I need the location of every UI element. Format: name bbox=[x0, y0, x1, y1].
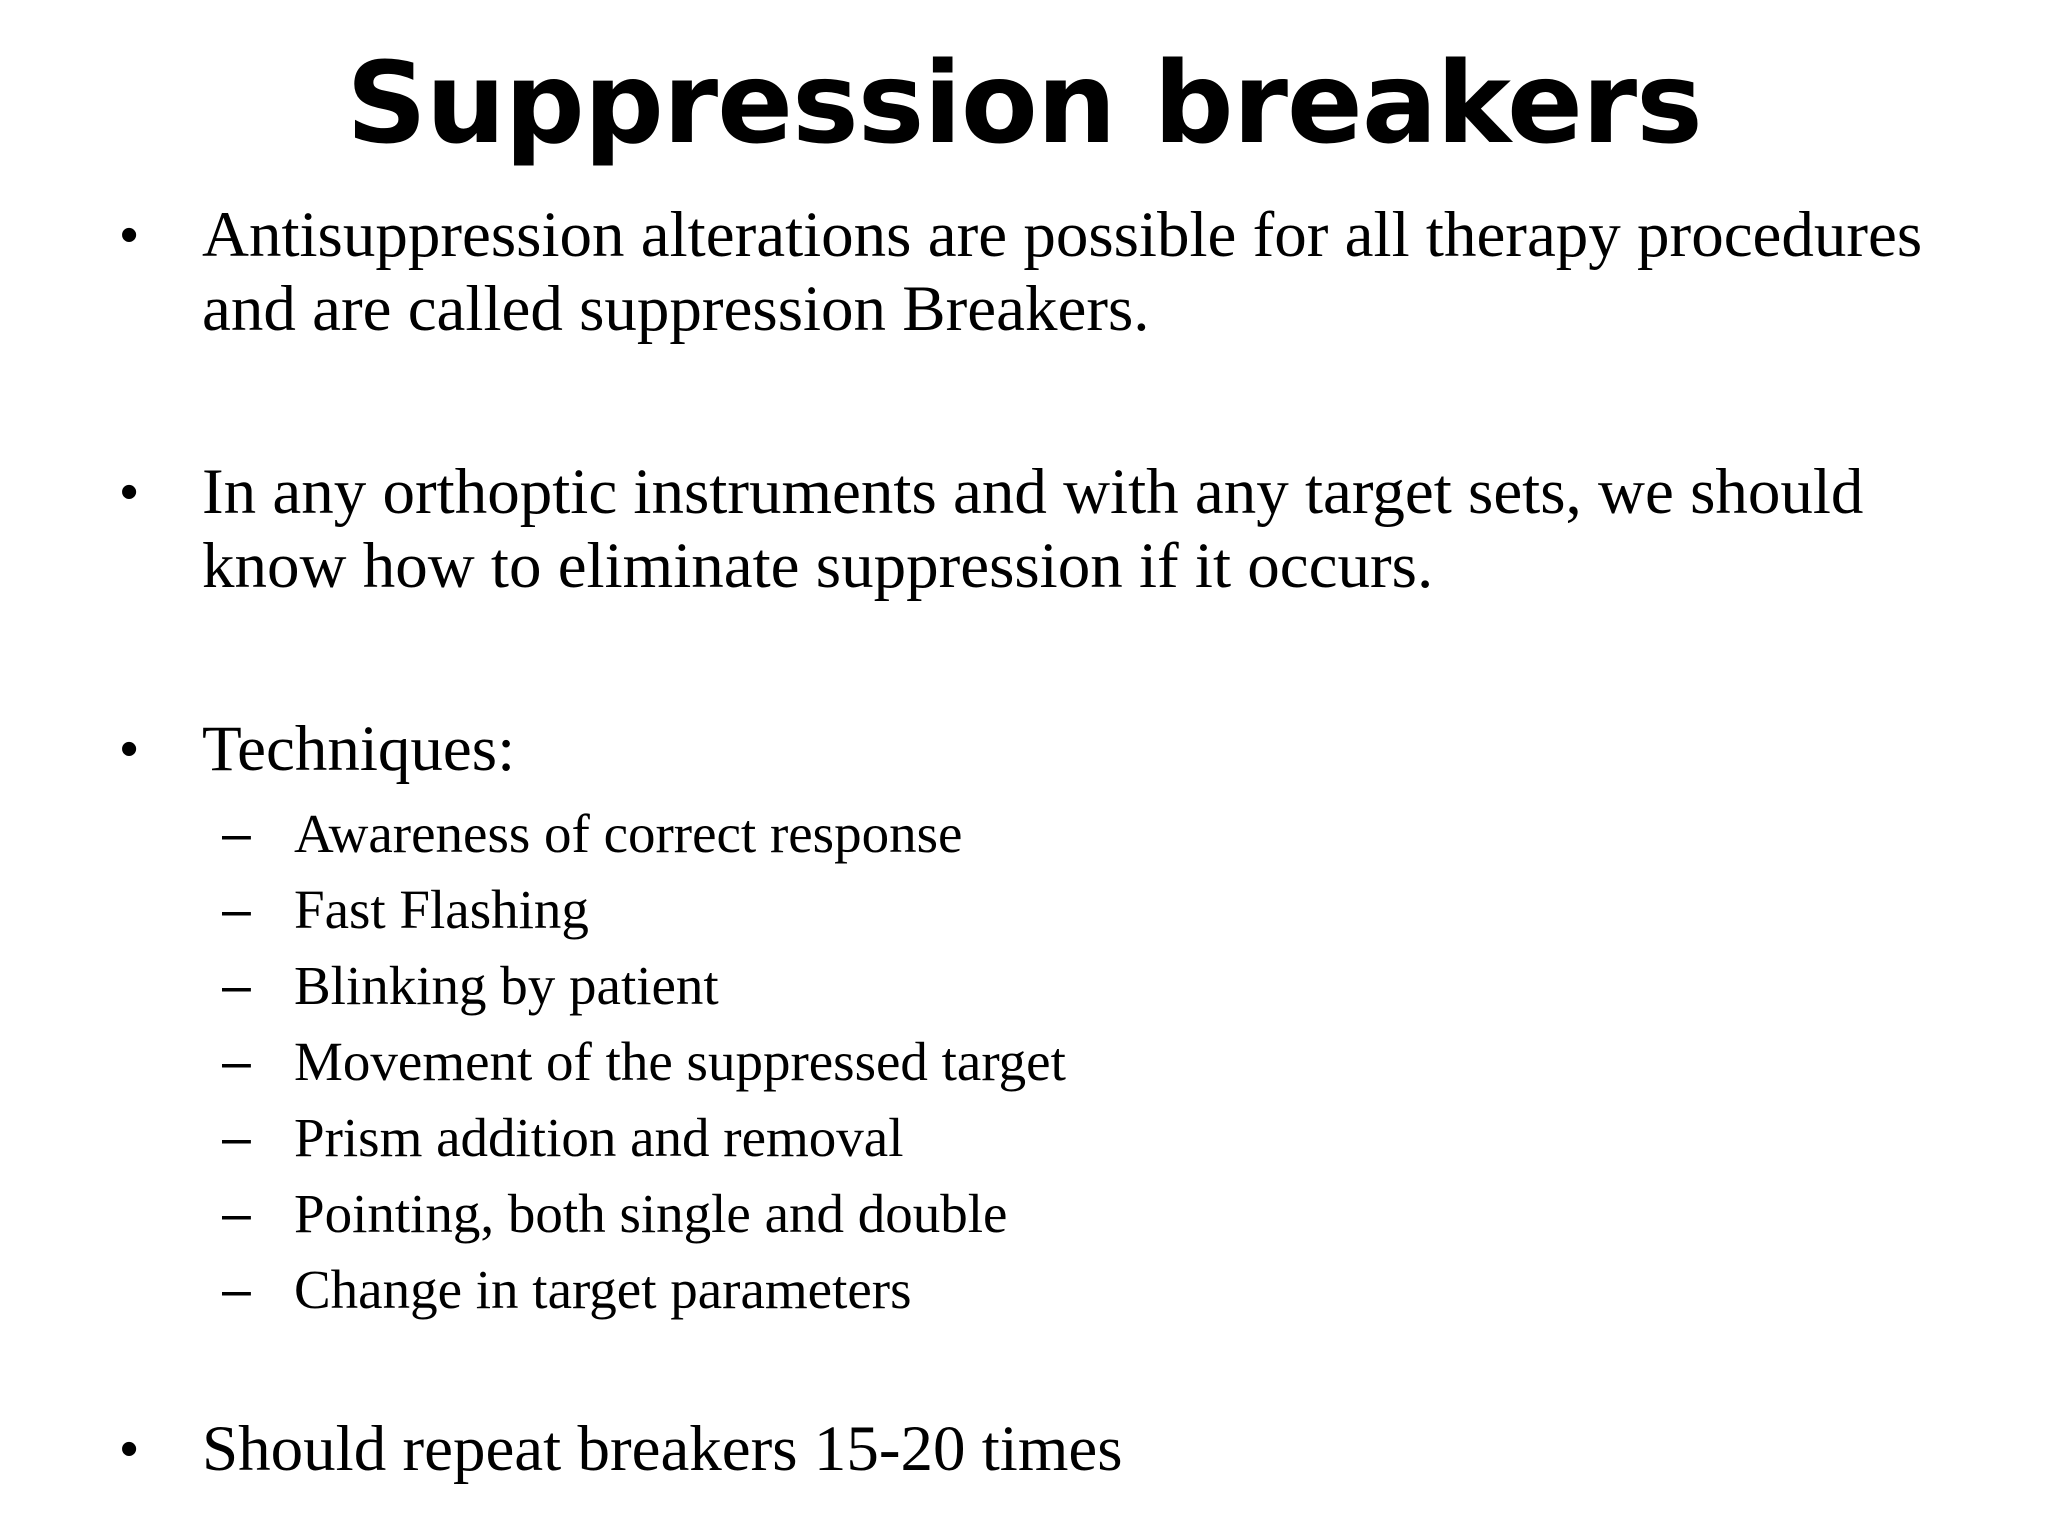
bullet-text: Techniques: bbox=[202, 713, 516, 785]
technique-item bbox=[222, 1252, 1922, 1328]
dash-marker: – bbox=[222, 881, 251, 939]
bullet-text: Antisuppression alterations are possible for all therapy procedures and are called suppression Breakers. bbox=[202, 199, 1923, 345]
technique-text: Pointing, both single and double bbox=[294, 1183, 1008, 1244]
technique-item bbox=[222, 872, 1922, 948]
bullet-item bbox=[120, 455, 2000, 603]
technique-item bbox=[222, 1024, 1922, 1100]
dash-marker: – bbox=[222, 1033, 251, 1091]
technique-item bbox=[222, 1100, 1922, 1176]
technique-text: Awareness of correct response bbox=[294, 803, 963, 864]
dash-marker: – bbox=[222, 1185, 251, 1243]
bullet-item bbox=[120, 198, 2000, 346]
technique-item bbox=[222, 1176, 1922, 1252]
bullet-marker: • bbox=[120, 720, 139, 778]
bullet-item bbox=[120, 712, 2000, 786]
bullet-marker: • bbox=[120, 1420, 139, 1478]
dash-marker: – bbox=[222, 805, 251, 863]
bullet-text: Should repeat breakers 15-20 times bbox=[202, 1413, 1123, 1485]
technique-text: Blinking by patient bbox=[294, 955, 719, 1016]
slide-title: Suppression breakers bbox=[346, 39, 1702, 169]
bullet-marker: • bbox=[120, 206, 139, 264]
technique-item bbox=[222, 796, 1922, 872]
techniques-list bbox=[222, 796, 1922, 1328]
bullet-item bbox=[120, 1412, 2000, 1486]
dash-marker: – bbox=[222, 1261, 251, 1319]
technique-item bbox=[222, 948, 1922, 1024]
bullet-marker: • bbox=[120, 463, 139, 521]
bullet-text: In any orthoptic instruments and with any target sets, we should know how to eliminate suppression if it occurs. bbox=[202, 456, 1864, 602]
technique-text: Movement of the suppressed target bbox=[294, 1031, 1066, 1092]
technique-text: Prism addition and removal bbox=[294, 1107, 904, 1168]
technique-text: Change in target parameters bbox=[294, 1259, 912, 1320]
dash-marker: – bbox=[222, 957, 251, 1015]
dash-marker: – bbox=[222, 1109, 251, 1167]
technique-text: Fast Flashing bbox=[294, 879, 589, 940]
